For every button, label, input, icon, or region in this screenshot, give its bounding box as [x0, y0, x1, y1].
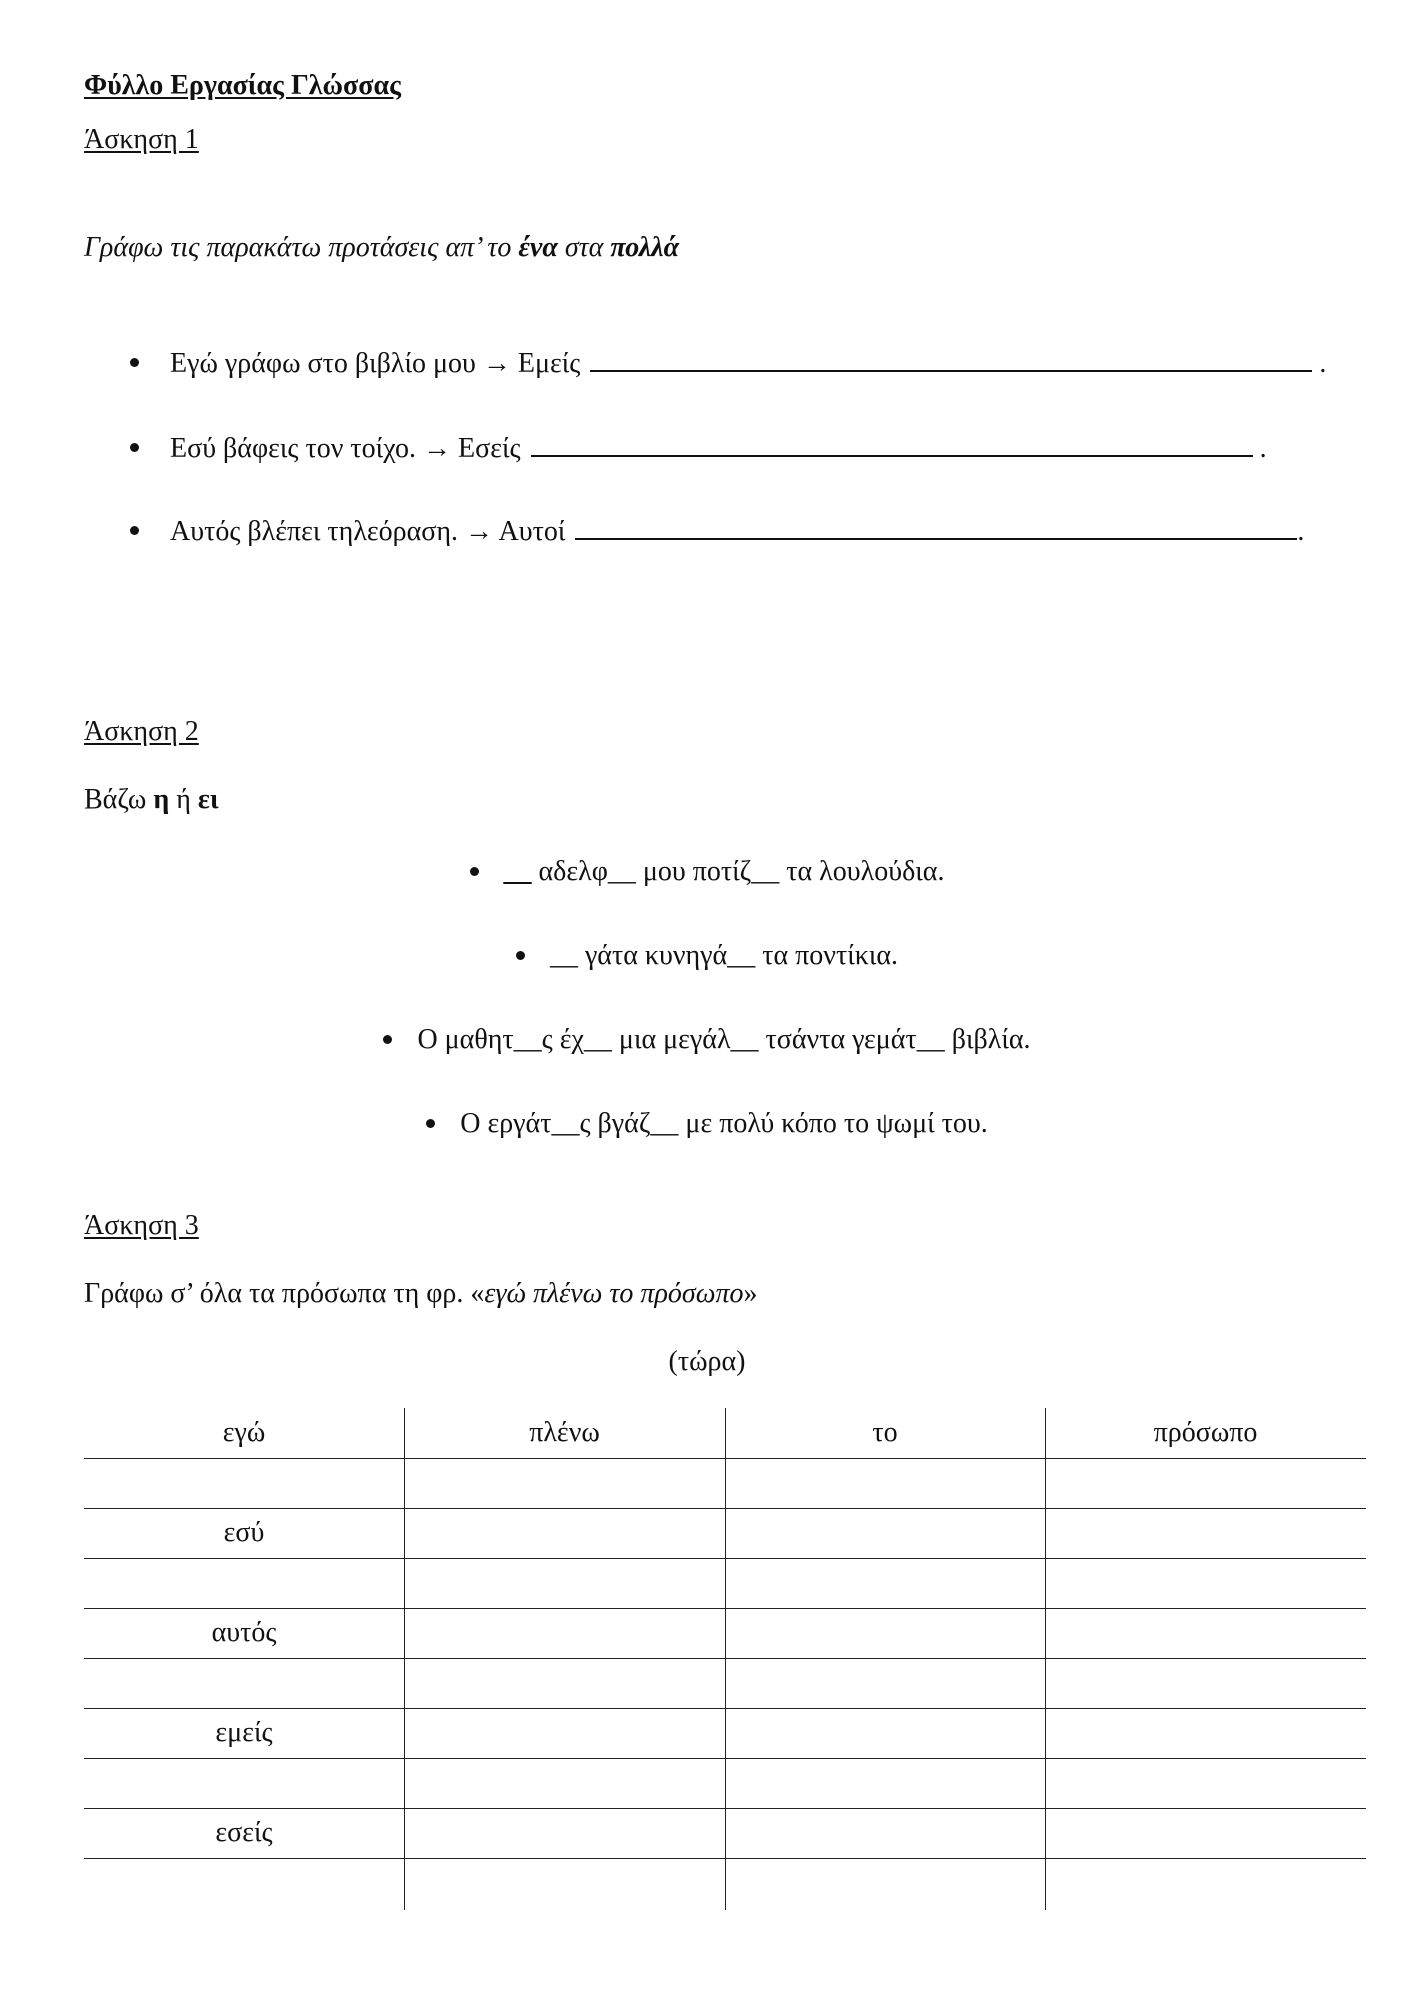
- table-header: πρόσωπο: [1153, 1417, 1258, 1448]
- table-column-rule: [725, 1408, 726, 1910]
- exercise-2-item: [0, 1026, 1414, 1054]
- item-sentence: Αυτός βλέπει τηλεόραση.: [170, 516, 459, 547]
- table-column-rule: [1045, 1408, 1046, 1910]
- bullet-icon: [130, 358, 139, 367]
- bullet-icon: [516, 951, 525, 960]
- bullet-icon: [130, 443, 139, 452]
- table-header: το: [872, 1417, 898, 1448]
- item-sentence: Εγώ γράφω στο βιβλίο μου: [170, 348, 476, 379]
- bullet-icon: [426, 1119, 435, 1128]
- instruction-text: Γράφω τις παρακάτω προτάσεις απ’ το: [84, 232, 519, 263]
- exercise-1-instruction: [84, 234, 679, 262]
- instruction-bold-word: ένα: [518, 232, 558, 263]
- item-sentence: Ο μαθητ__ς έχ__ μια μεγάλ__ τσάντα γεμάτ__ βιβλία.: [417, 1024, 1031, 1055]
- exercise-2-heading: Άσκηση 2: [84, 716, 199, 747]
- page-title: Φύλλο Εργασίας Γλώσσας: [84, 70, 401, 101]
- instruction-text: »: [743, 1278, 758, 1309]
- table-column-rule: [404, 1408, 405, 1910]
- exercise-3-heading: Άσκηση 3: [84, 1210, 199, 1241]
- item-target: Αυτοί: [498, 516, 566, 547]
- exercise-2-instruction: [84, 786, 219, 814]
- item-end: .: [1297, 516, 1305, 547]
- instruction-bold-word: πολλά: [610, 232, 680, 263]
- fill-blank[interactable]: __: [503, 856, 532, 887]
- bullet-icon: [130, 526, 139, 535]
- exercise-2-item: [0, 858, 1414, 886]
- item-target: Εμείς: [517, 348, 581, 379]
- conjugation-table: [84, 1408, 1366, 1910]
- exercise-3-subtitle: (τώρα): [668, 1346, 746, 1377]
- instruction-bold-letter: η: [153, 784, 170, 815]
- instruction-text: στα: [557, 232, 611, 263]
- item-sentence: Ο εργάτ__ς βγάζ__ με πολύ κόπο το ψωμί του.: [460, 1108, 988, 1139]
- item-end: .: [1259, 433, 1267, 464]
- bullet-icon: [383, 1035, 392, 1044]
- instruction-text: ή: [169, 784, 198, 815]
- answer-blank[interactable]: [590, 348, 1312, 372]
- exercise-2-item: [0, 1110, 1414, 1138]
- table-row-label: εμείς: [215, 1717, 273, 1748]
- exercise-1-item: [170, 348, 1326, 378]
- table-row-label: εσείς: [215, 1817, 273, 1848]
- exercise-3-instruction: [84, 1280, 758, 1308]
- answer-blank[interactable]: [531, 433, 1253, 457]
- arrow-icon: →: [423, 433, 452, 464]
- arrow-icon: →: [482, 348, 511, 379]
- item-end: .: [1319, 348, 1327, 379]
- instruction-text: Γράφω σ’ όλα τα πρόσωπα τη φρ. «: [84, 1278, 485, 1309]
- item-sentence: Εσύ βάφεις τον τοίχο.: [170, 433, 417, 464]
- item-target: Εσείς: [458, 433, 521, 464]
- instruction-bold-letter: ει: [197, 784, 219, 815]
- item-sentence: __ γάτα κυνηγά__ τα ποντίκια.: [549, 940, 899, 971]
- table-header: πλένω: [529, 1417, 600, 1448]
- table-row-label: εσύ: [223, 1517, 265, 1548]
- arrow-icon: →: [465, 516, 494, 547]
- answer-blank[interactable]: [575, 516, 1297, 540]
- table-header: εγώ: [222, 1417, 266, 1448]
- table-row-label: αυτός: [211, 1617, 277, 1648]
- exercise-1-item: [170, 433, 1267, 463]
- instruction-phrase: εγώ πλένω το πρόσωπο: [484, 1278, 744, 1309]
- item-sentence: αδελφ__ μου ποτίζ__ τα λουλούδια.: [531, 856, 945, 887]
- instruction-text: Βάζω: [84, 784, 154, 815]
- exercise-2-item: [0, 942, 1414, 970]
- bullet-icon: [470, 867, 479, 876]
- exercise-1-heading: Άσκηση 1: [84, 124, 199, 155]
- exercise-1-item: [170, 516, 1304, 546]
